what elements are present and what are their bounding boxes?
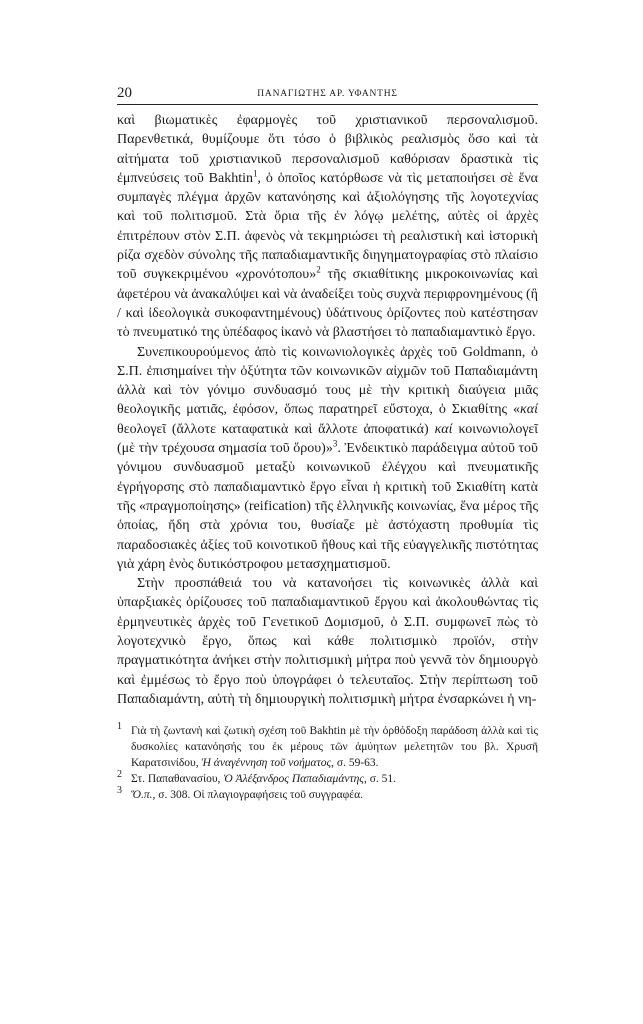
footnote-3: 3 Ὅ.π., σ. 308. Οἱ πλαγιογραφήσεις τοῦ συγγραφέα. [117,785,363,802]
paragraph-1: καὶ βιωματικὲς ἐφαρμογὲς τοῦ χριστιανικοῦ περσοναλισμοῦ. Παρενθετικά, θυμίζουμε ὅτι τόσο ὁ βιβλικὸς ρεαλισμὸς ὅσο καὶ τὰ αἰτήματα τοῦ χριστιανικοῦ περσοναλισμοῦ καθόρισαν δραστικὰ τὶς ἐμπνεύσεις τοῦ Bakhtin$^1$, ὁ ὁποῖος κατόρθωσε νὰ τὶς μεταποιήσει σὲ ἕνα συμπαγὲς πλέγμα ἀρχῶν κατανόησης καὶ ἀξιολόγησης τῆς λογοτεχνίας καὶ τοῦ πολιτισμοῦ. Στὰ ὅρια τῆς ἐν λόγῳ μελέτης, αὐτὲς οἱ ἀρχὲς ἐπιτρέπουν στὸν Σ.Π. ἀφενὸς νὰ τεκμηριώσει τὴ ρεαλιστικὴ καὶ ἱστορικὴ ρίζα σχεδὸν σύνολης τῆς παπαδιαμαντικῆς διηγηματογραφίας στὸ πλαίσιο τοῦ συγκεκριμένου «χρονότοπου»$^2$ τῆς σκιαθίτικης μικροκοινωνίας καὶ ἀφετέρου νὰ ἀνακαλύψει καὶ νὰ ἀναδείξει τοὺς συχνὰ περιφρονημένους (ἢ / καὶ ἰδεολογικὰ συκοφαντημένους) ὑδάτινους ὁρίζοντες ποὺ κατέστησαν τὸ πνευματικό της ὑπέδαφος ἱκανὸ νὰ βλαστήσει τὸ παπαδιαμαντικὸ ἔργο. [117,113,538,341]
running-title: ΠΑΝΑΓΙΩΤΗΣ ΑΡ. ΥΦΑΝΤΗΣ [257,89,398,99]
body-text [117,111,538,709]
book-page [117,84,538,803]
page-number: 20 [117,85,132,101]
paragraph-3: Στὴν προσπάθειά του νὰ κατανοήσει τὶς κοινωνικὲς ἀλλὰ καὶ ὑπαρξιακὲς ὁρίζουσες τοῦ παπαδιαμαντικοῦ ἔργου καὶ ἀκολουθώντας τὶς ἑρμηνευτικὲς ἀρχὲς τοῦ Γενετικοῦ Δομισμοῦ, ὁ Σ.Π. συμφωνεῖ πὼς τὸ λογοτεχνικὸ ἔργο, ὅπως καὶ κάθε πολιτισμικὸ προϊόν, στὴν πραγματικότητα ἀνήκει στὴν πολιτισμικὴ μήτρα ποὺ γεννᾶ τὸν δημιουργὸ καὶ ἐμμέσως τὸ ἔργο ποὺ ὑπογράφει ὁ τελευταῖος. Στὴν περίπτωση τοῦ Παπαδιαμάντη, αὐτὴ τὴ δημιουργικὴ πολιτισμικὴ μήτρα ἐνσαρκώνει ἡ νη- [117,576,538,707]
footnotes [117,723,538,803]
footnote-ref-2: 2 [316,264,321,275]
footnote-2: 2 Στ. Παπαθανασίου, Ὁ Ἀλέξανδρος Παπαδιαμάντης, σ. 51. [117,769,397,786]
paragraph-2: Συνεπικουρούμενος ἀπὸ τὶς κοινωνιολογικὲς ἀρχὲς τοῦ Goldmann, ὁ Σ.Π. ἐπισημαίνει τὴν ὀξύτητα τῶν κοινωνικῶν αἰχμῶν τοῦ Παπαδιαμάντη ἀλλὰ καὶ τὸν γόνιμο συνδυασμό τους μὲ τὴν κριτικὴ διαύγεια μιᾶς θεολογικῆς ματιᾶς, ἐφόσον, ὅπως παρατηρεῖ εὔστοχα, ὁ Σκιαθίτης «καί θεολογεῖ (ἄλλοτε καταφατικὰ καὶ ἄλλοτε ἀποφατικά) καί κοινωνιολογεῖ (μὲ τὴν τρέχουσα σημασία τοῦ ὅρου)»$^3$. Ἐνδεικτικὸ παράδειγμα αὐτοῦ τοῦ γόνιμου συνδυασμοῦ μεταξὺ κοινωνικοῦ ἐλέγχου καὶ πνευματικῆς ἐγρήγορσης στὸ παπαδιαμαντικὸ ἔργο εἶναι ἡ κριτικὴ τοῦ Σκιαθίτη κατὰ τῆς «πραγμοποίησης» (reification) τῆς ἑλληνικῆς κοινωνίας, ἕνα μέρος τῆς ὁποίας, ἤδη στὰ χρόνια του, θυσίαζε μὲ ἀστόχαστη προθυμία τὶς παραδοσιακὲς ἀξίες τοῦ κοινοτικοῦ ἤθους καὶ τῆς εὐαγγελικῆς πιστότητας γιὰ χάρη ἑνὸς δυτικόστροφου μετασχηματισμοῦ. [117,344,538,572]
footnote-1: 1 Γιὰ τὴ ζωντανὴ καὶ ζωτικὴ σχέση τοῦ Bakhtin μὲ τὴν ὀρθόδοξη παράδοση ἀλλὰ καὶ τὶς δυσκολίες κατανόησής του ἐκ μέρους τῶν ἀμύητων μελετητῶν του βλ. Χρυσῆ Καρατσινίδου, Ἡ ἀναγέννηση τοῦ νοήματος, σ. 59-63. [117,721,538,770]
running-head [117,84,538,105]
footnote-ref-1: 1 [253,168,258,179]
footnote-ref-3: 3 [332,438,338,449]
